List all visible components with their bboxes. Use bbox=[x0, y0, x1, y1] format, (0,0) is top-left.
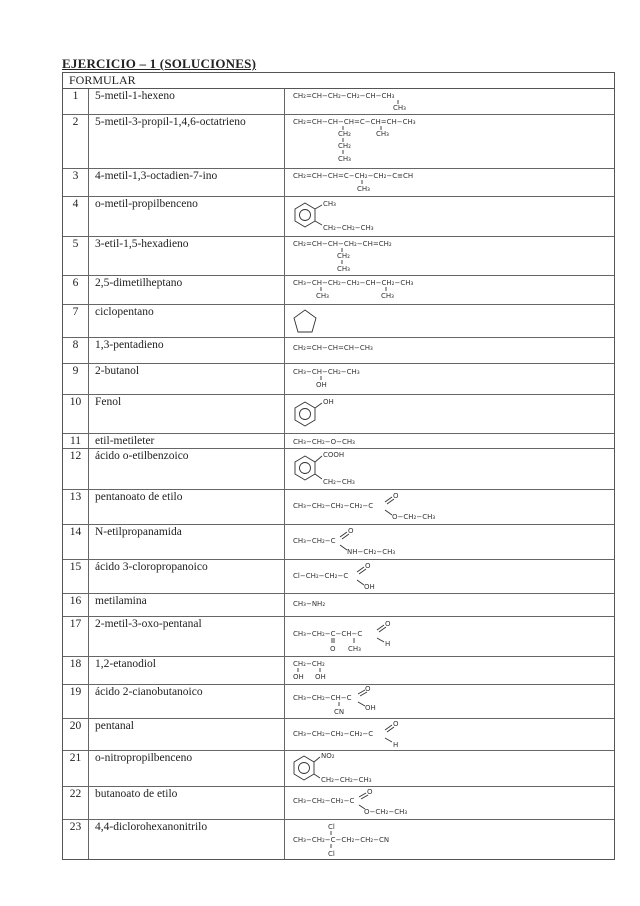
compound-name: o-nitropropilbenceno bbox=[89, 751, 285, 786]
formula-substituent: Cl bbox=[328, 850, 335, 858]
formula-main-chain: CH₃−CH₂−C−CH₂−CH₂−CN bbox=[293, 836, 390, 844]
formula-main-chain: CH₃−CH₂−CH₂−CH₂−C bbox=[293, 502, 374, 510]
benzene-ring-icon bbox=[295, 456, 315, 480]
formula-main-chain: CH₃−CH₂−C−CH−C bbox=[293, 630, 363, 638]
table-row bbox=[63, 364, 614, 395]
formula-main-chain: CH₂=CH−CH=C−CH₂−CH₂−C≡CH bbox=[293, 172, 414, 180]
table-row bbox=[63, 594, 614, 617]
formula-substituent: CH₂−CH₃ bbox=[323, 478, 355, 486]
row-number: 21 bbox=[63, 751, 89, 786]
formula-substituent: OH bbox=[293, 673, 304, 681]
formula-main-chain: CH₃−CH₂−CH₂−CH₂−C bbox=[293, 730, 374, 738]
structural-formula bbox=[285, 305, 614, 337]
structural-formula bbox=[285, 617, 614, 656]
formula-main-chain: CH₂=CH−CH=CH−CH₃ bbox=[293, 344, 373, 352]
row-number: 7 bbox=[63, 305, 89, 337]
formula-main-chain: CH₃−NH₂ bbox=[293, 600, 326, 608]
structural-formula bbox=[285, 719, 614, 750]
compound-name: 2,5-dimetilheptano bbox=[89, 276, 285, 304]
formula-substituent: CH₂ bbox=[338, 130, 351, 138]
compound-name: pentanal bbox=[89, 719, 285, 750]
formula-main-chain: CH₂=CH−CH−CH=C−CH=CH−CH₃ bbox=[293, 118, 416, 126]
structural-formula bbox=[285, 787, 614, 819]
formula-substituent: O bbox=[393, 720, 399, 728]
compound-name: 3-etil-1,5-hexadieno bbox=[89, 237, 285, 275]
formula-substituent: CH₃ bbox=[348, 645, 361, 653]
table-row bbox=[63, 490, 614, 525]
row-number: 5 bbox=[63, 237, 89, 275]
formula-main-chain: CH₃−CH₂−CH₂−C bbox=[293, 797, 355, 805]
compound-name: ácido 3-cloropropanoico bbox=[89, 560, 285, 593]
formula-substituent: OH bbox=[323, 398, 334, 406]
structural-formula bbox=[285, 338, 614, 363]
formula-substituent: O bbox=[393, 492, 399, 500]
formula-substituent: OH bbox=[364, 583, 375, 591]
formula-main-chain: CH₂=CH−CH₂−CH₂−CH−CH₃ bbox=[293, 92, 395, 100]
row-number: 11 bbox=[63, 434, 89, 448]
formula-main-chain: Cl−CH₂−CH₂−C bbox=[293, 572, 349, 580]
table-row bbox=[63, 751, 614, 787]
structural-formula bbox=[285, 89, 614, 114]
compound-name: 5-metil-1-hexeno bbox=[89, 89, 285, 114]
table-row bbox=[63, 657, 614, 685]
formula-substituent: COOH bbox=[323, 451, 345, 459]
compound-name: 1,2-etanodiol bbox=[89, 657, 285, 684]
formula-main-chain: CH₃−CH−CH₂−CH₃ bbox=[293, 368, 360, 376]
compound-name: 1,3-pentadieno bbox=[89, 338, 285, 363]
formula-main-chain: CH₃−CH₂−C bbox=[293, 537, 336, 545]
table-row bbox=[63, 719, 614, 751]
compound-name: ácido o-etilbenzoico bbox=[89, 449, 285, 489]
structural-formula bbox=[285, 276, 614, 304]
formula-table bbox=[62, 72, 615, 860]
structural-formula bbox=[285, 594, 614, 616]
formula-substituent: NH−CH₂−CH₃ bbox=[347, 548, 396, 556]
table-row bbox=[63, 338, 614, 364]
structural-formula bbox=[285, 364, 614, 394]
structural-formula bbox=[285, 560, 614, 593]
formula-main-chain: CH₂−CH₂ bbox=[293, 660, 325, 668]
formula-substituent: CH₃ bbox=[338, 155, 351, 163]
row-number: 16 bbox=[63, 594, 89, 616]
formula-substituent: O bbox=[385, 620, 391, 628]
compound-name: ciclopentano bbox=[89, 305, 285, 337]
structural-formula bbox=[285, 197, 614, 236]
table-row bbox=[63, 115, 614, 169]
compound-name: 5-metil-3-propil-1,4,6-octatrieno bbox=[89, 115, 285, 168]
benzene-ring-icon bbox=[295, 402, 315, 426]
table-row bbox=[63, 449, 614, 490]
formula-substituent: CH₃ bbox=[393, 104, 406, 112]
benzene-ring-icon bbox=[295, 203, 315, 227]
structural-formula bbox=[285, 820, 614, 859]
formula-substituent: O bbox=[330, 645, 336, 653]
row-number: 1 bbox=[63, 89, 89, 114]
formula-main-chain: CH₃−CH₂−O−CH₃ bbox=[293, 438, 355, 446]
structural-formula bbox=[285, 751, 614, 786]
formula-substituent: CH₂ bbox=[337, 252, 350, 260]
formula-substituent: CH₃ bbox=[323, 200, 336, 208]
compound-name: Fenol bbox=[89, 395, 285, 433]
formula-substituent: CN bbox=[334, 708, 345, 716]
page-title: EJERCICIO – 1 (SOLUCIONES) bbox=[62, 56, 257, 71]
formula-substituent: O−CH₂−CH₃ bbox=[364, 808, 408, 816]
cyclopentane-ring-icon bbox=[294, 310, 316, 332]
formula-substituent: CH₂−CH₂−CH₃ bbox=[323, 224, 374, 232]
structural-formula bbox=[285, 434, 614, 448]
formula-substituent: OH bbox=[316, 381, 327, 389]
row-number: 14 bbox=[63, 525, 89, 559]
table-row bbox=[63, 276, 614, 305]
structural-formula bbox=[285, 395, 614, 433]
table-row bbox=[63, 787, 614, 820]
row-number: 3 bbox=[63, 169, 89, 196]
compound-name: 2-butanol bbox=[89, 364, 285, 394]
formula-substituent: O−CH₂−CH₃ bbox=[392, 513, 436, 521]
row-number: 12 bbox=[63, 449, 89, 489]
table-row bbox=[63, 305, 614, 338]
row-number: 4 bbox=[63, 197, 89, 236]
structural-formula bbox=[285, 525, 614, 559]
formula-substituent: OH bbox=[315, 673, 326, 681]
compound-name: pentanoato de etilo bbox=[89, 490, 285, 524]
compound-name: 4-metil-1,3-octadien-7-ino bbox=[89, 169, 285, 196]
formula-substituent: OH bbox=[365, 704, 376, 712]
formula-substituent: NO₂ bbox=[321, 752, 335, 760]
formula-substituent: O bbox=[367, 788, 373, 796]
formula-substituent: O bbox=[365, 562, 371, 570]
structural-formula bbox=[285, 685, 614, 718]
formula-substituent: CH₃ bbox=[357, 185, 370, 193]
table-row bbox=[63, 820, 614, 859]
compound-name: ácido 2-cianobutanoico bbox=[89, 685, 285, 718]
table-row bbox=[63, 525, 614, 560]
structural-formula bbox=[285, 490, 614, 524]
row-number: 13 bbox=[63, 490, 89, 524]
formula-substituent: O bbox=[348, 527, 354, 535]
compound-name: N-etilpropanamida bbox=[89, 525, 285, 559]
formula-main-chain: CH₃−CH−CH₂−CH₂−CH−CH₂−CH₃ bbox=[293, 279, 414, 287]
row-number: 2 bbox=[63, 115, 89, 168]
table-row bbox=[63, 89, 614, 115]
row-number: 6 bbox=[63, 276, 89, 304]
benzene-ring-icon bbox=[294, 756, 314, 780]
row-number: 23 bbox=[63, 820, 89, 859]
formula-substituent: CH₃ bbox=[316, 292, 329, 300]
row-number: 9 bbox=[63, 364, 89, 394]
formula-substituent: H bbox=[393, 741, 399, 749]
table-row bbox=[63, 685, 614, 719]
formula-substituent: CH₂−CH₂−CH₃ bbox=[321, 776, 372, 784]
row-number: 10 bbox=[63, 395, 89, 433]
structural-formula bbox=[285, 449, 614, 489]
formula-substituent: CH₃ bbox=[376, 130, 389, 138]
formula-main-chain: CH₂=CH−CH−CH₂−CH=CH₂ bbox=[293, 240, 392, 248]
structural-formula bbox=[285, 169, 614, 196]
table-row bbox=[63, 434, 614, 449]
table-row bbox=[63, 197, 614, 237]
table-row bbox=[63, 560, 614, 594]
formula-substituent: Cl bbox=[328, 823, 335, 831]
compound-name: 2-metil-3-oxo-pentanal bbox=[89, 617, 285, 656]
compound-name: o-metil-propilbenceno bbox=[89, 197, 285, 236]
structural-formula bbox=[285, 237, 614, 275]
row-number: 22 bbox=[63, 787, 89, 819]
row-number: 18 bbox=[63, 657, 89, 684]
row-number: 17 bbox=[63, 617, 89, 656]
table-row bbox=[63, 237, 614, 276]
compound-name: etil-metileter bbox=[89, 434, 285, 448]
table-row bbox=[63, 617, 614, 657]
table-row bbox=[63, 395, 614, 434]
row-number: 19 bbox=[63, 685, 89, 718]
structural-formula bbox=[285, 115, 614, 168]
structural-formula bbox=[285, 657, 614, 684]
formula-substituent: H bbox=[385, 640, 391, 648]
table-row bbox=[63, 169, 614, 197]
row-number: 15 bbox=[63, 560, 89, 593]
formula-substituent: CH₂ bbox=[338, 142, 351, 150]
row-number: 8 bbox=[63, 338, 89, 363]
formula-substituent: CH₃ bbox=[337, 265, 350, 273]
formula-substituent: CH₃ bbox=[381, 292, 394, 300]
table-header: FORMULAR bbox=[63, 73, 614, 89]
compound-name: butanoato de etilo bbox=[89, 787, 285, 819]
row-number: 20 bbox=[63, 719, 89, 750]
formula-main-chain: CH₃−CH₂−CH−C bbox=[293, 694, 352, 702]
formula-substituent: O bbox=[365, 685, 371, 693]
compound-name: metilamina bbox=[89, 594, 285, 616]
compound-name: 4,4-diclorohexanonitrilo bbox=[89, 820, 285, 859]
